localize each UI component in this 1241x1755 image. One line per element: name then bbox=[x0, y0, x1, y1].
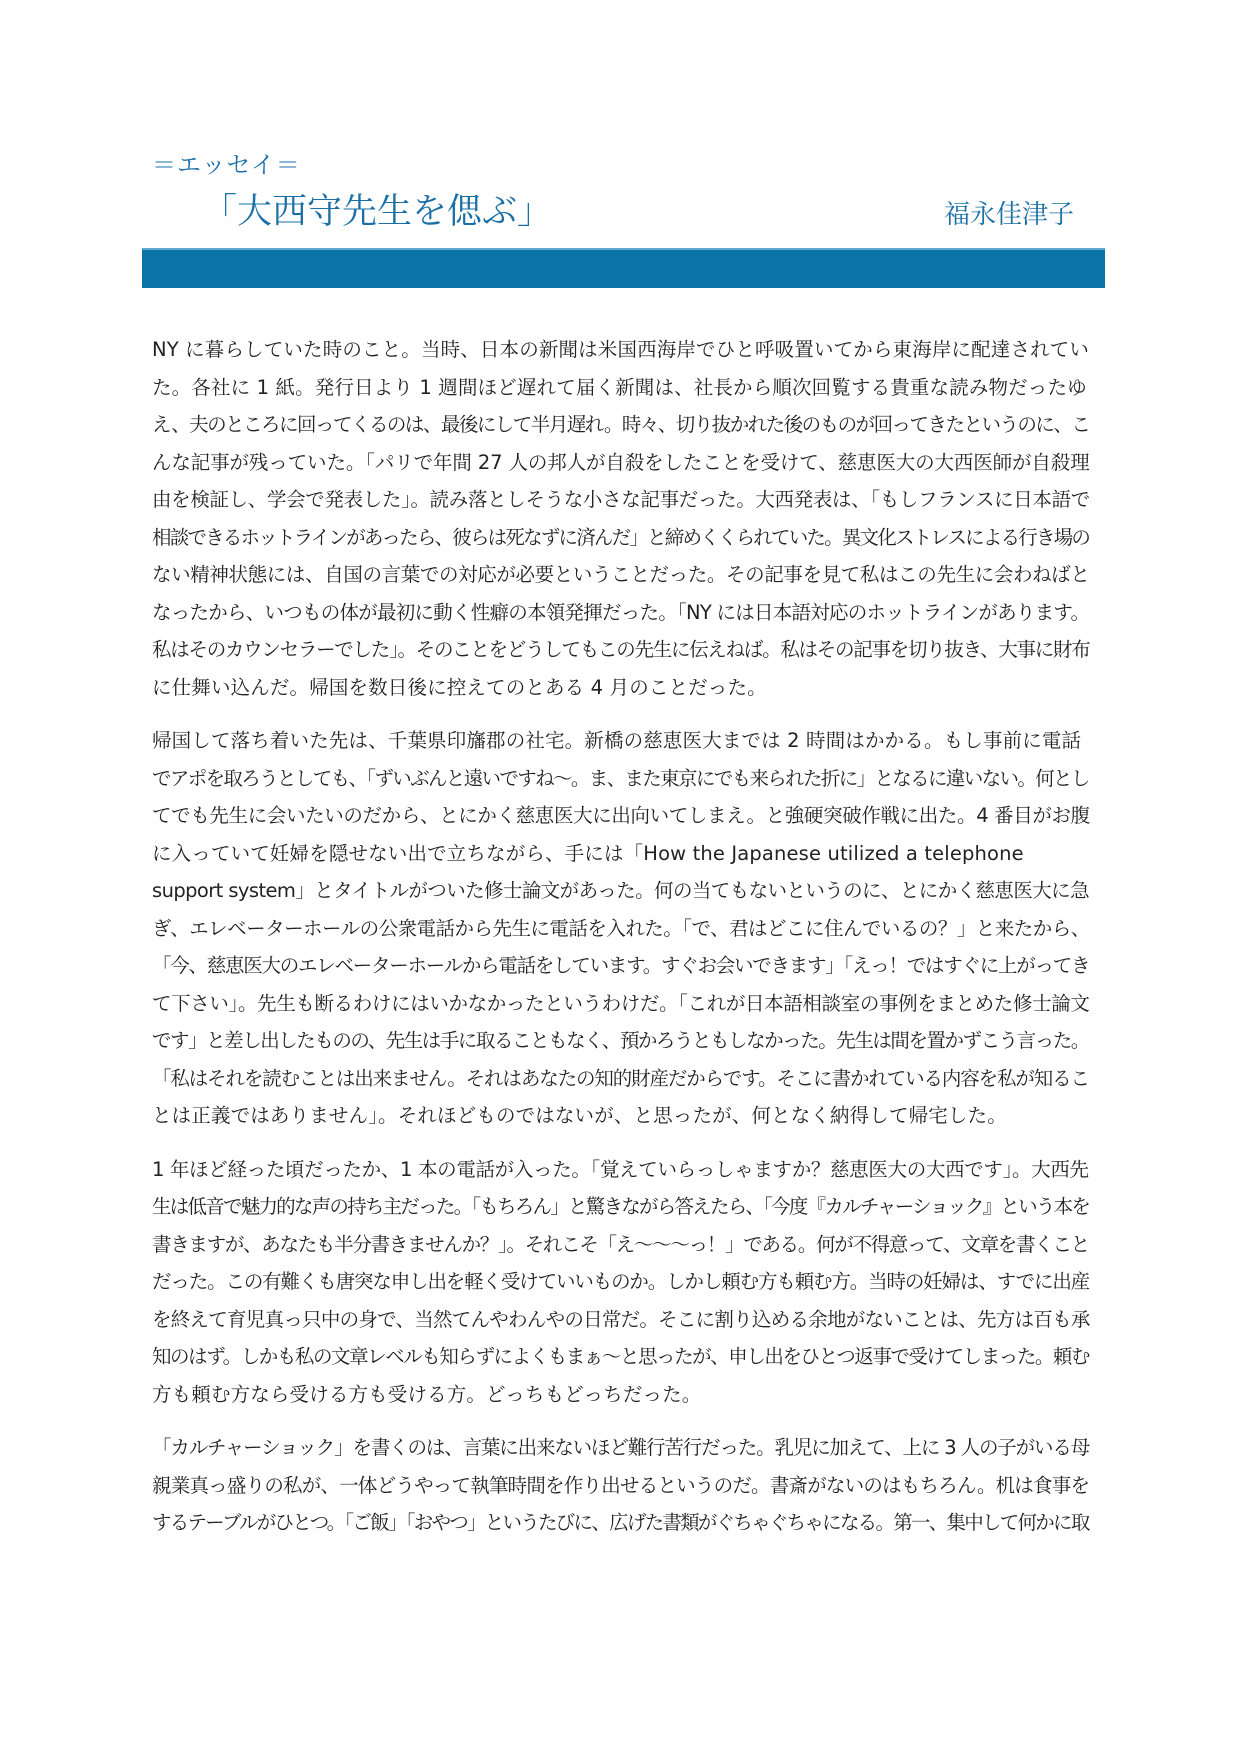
paragraph-line: 「今、慈恵医大のエレベーターホールから電話をしています。すぐお会いできます」「えっ！ではすぐに上がってき bbox=[152, 954, 1090, 977]
paragraph-line: 書きますが、あなたも半分書きませんか？」。それこそ「え～～～っ！」である。何が不得意って、文章を書くこと bbox=[152, 1232, 1089, 1256]
paragraph-line: するテーブルがひとつ。「ご飯」「おやつ」というたびに、広げた書類がぐちゃぐちゃになる。第一、集中して何かに取 bbox=[152, 1511, 1089, 1534]
paragraph-line: 帰国して落ち着いた先は、千葉県印旛郡の社宅。新橋の慈恵医大までは 2 時間はかかる。もし事前に電話 bbox=[152, 729, 1082, 752]
paragraph-line: なったから、いつもの体が最初に動く性癖の本領発揮だった。「NY には日本語対応のホットラインがあります。 bbox=[152, 600, 1090, 624]
paragraph-line: んな記事が残っていた。「パリで年間 27 人の邦人が自殺をしたことを受けて、慈恵医大の大西医師が自殺理 bbox=[152, 450, 1090, 474]
paragraph-line: 生は低音で魅力的な声の持ち主だった。「もちろん」と驚きながら答えたら、「今度『カルチャーショック』という本を bbox=[152, 1195, 1090, 1218]
essay-category-label: ＝エッセイ＝ bbox=[152, 151, 301, 179]
paragraph-line: だった。この有難くも唐突な申し出を軽く受けていいものか。しかし頼む方も頼む方。当時の妊婦は、すでに出産 bbox=[152, 1270, 1090, 1293]
paragraph-line: てでも先生に会いたいのだから、とにかく慈恵医大に出向いてしまえ。と強硬突破作戦に出た。4 番目がお腹 bbox=[152, 804, 1090, 827]
paragraph-line: NY に暮らしていた時のこと。当時、日本の新聞は米国西海岸でひと呼吸置いてから東海岸に配達されてい bbox=[152, 338, 1090, 361]
paragraph-3 bbox=[152, 1151, 1097, 1414]
header-band bbox=[142, 248, 1105, 288]
essay-title: 「大西守先生を偲ぶ」 bbox=[202, 192, 553, 232]
paragraph-line: ぎ、エレベーターホールの公衆電話から先生に電話を入れた。「で、君はどこに住んでいるの？」と来たから、 bbox=[152, 916, 1090, 940]
paragraph-line: 知のはず。しかも私の文章レベルも知らずによくもまぁ～と思ったが、申し出をひとつ返事で受けてしまった。頼む bbox=[152, 1345, 1090, 1368]
paragraph-line: え、夫のところに回ってくるのは、最後にして半月遅れ。時々、切り抜かれた後のものが回ってきたというのに、こ bbox=[152, 413, 1090, 436]
paragraph-line: て下さい」。先生も断るわけにはいかなかったというわけだ。「これが日本語相談室の事例をまとめた修士論文 bbox=[152, 991, 1090, 1015]
paragraph-line: 由を検証し、学会で発表した」。読み落としそうな小さな記事だった。大西発表は、「もしフランスに日本語で bbox=[152, 488, 1090, 511]
paragraph-line: 相談できるホットラインがあったら、彼らは死なずに済んだ」と締めくくられていた。異文化ストレスによる行き場の bbox=[152, 525, 1090, 549]
paragraph-1 bbox=[152, 331, 1097, 706]
essay-body bbox=[152, 331, 1097, 1558]
paragraph-line: ない精神状態には、自国の言葉での対応が必要ということだった。その記事を見て私はこの先生に会わねばと bbox=[152, 563, 1090, 586]
paragraph-line: です」と差し出したものの、先生は手に取ることもなく、預かろうともしなかった。先生は間を置かずこう言った。 bbox=[152, 1029, 1089, 1052]
paragraph-line: とは正義ではありません」。それほどものではないが、と思ったが、何となく納得して帰宅した。 bbox=[152, 1104, 1007, 1127]
paragraph-line: 方も頼む方なら受ける方も受ける方。どっちもどっちだった。 bbox=[152, 1382, 702, 1406]
paragraph-line: でアポを取ろうとしても、「ずいぶんと遠いですね～。ま、また東京にでも来られた折に」となるに違いない。何とし bbox=[152, 766, 1089, 790]
paragraph-line: に仕舞い込んだ。帰国を数日後に控えてのとある 4 月のことだった。 bbox=[152, 675, 767, 699]
paragraph-line: た。各社に 1 紙。発行日より 1 週間ほど遅れて届く新聞は、社長から順次回覧する貴重な読み物だったゆ bbox=[152, 375, 1087, 399]
paragraph-line: 「カルチャーショック」を書くのは、言葉に出来ないほど難行苦行だった。乳児に加えて、上に 3 人の子がいる母 bbox=[152, 1436, 1090, 1459]
paragraph-line: 私はそのカウンセラーでした」。そのことをどうしてもこの先生に伝えねば。私はその記事を切り抜き、大事に財布 bbox=[152, 638, 1090, 661]
paragraph-line: に入っていて妊婦を隠せない出で立ちながら、手には「How the Japanese utilized a telephone bbox=[152, 841, 1024, 865]
paragraph-line: support system」とタイトルがついた修士論文があった。何の当てもないというのに、とにかく慈恵医大に急 bbox=[152, 879, 1089, 902]
paragraph-line: 「私はそれを読むことは出来ません。それはあなたの知的財産だからです。そこに書かれている内容を私が知るこ bbox=[152, 1066, 1089, 1090]
paragraph-line: 親業真っ盛りの私が、一体どうやって執筆時間を作り出せるというのだ。書斎がないのはもちろん。机は食事を bbox=[152, 1473, 1090, 1497]
paragraph-4 bbox=[152, 1429, 1097, 1542]
paragraph-line: 1 年ほど経った頃だったか、1 本の電話が入った。「覚えていらっしゃますか？慈恵医大の大西です」。大西先 bbox=[152, 1157, 1089, 1181]
author-name: 福永佳津子 bbox=[944, 200, 1075, 230]
paragraph-2 bbox=[152, 722, 1097, 1135]
paragraph-line: を終えて育児真っ只中の身で、当然てんやわんやの日常だ。そこに割り込める余地がないことは、先方は百も承 bbox=[152, 1307, 1090, 1331]
